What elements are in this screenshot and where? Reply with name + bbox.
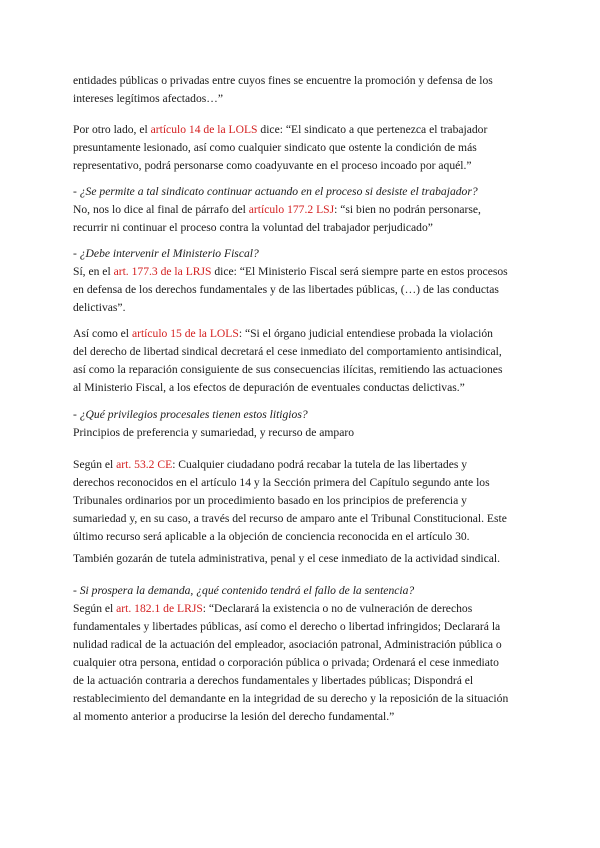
legal-reference-link[interactable]: artículo 15 de la LOLS [131, 327, 239, 340]
text-run: : “Declarará la existencia o no de vulneración de derechos [202, 602, 473, 615]
question-heading: - Si prospera la demanda, ¿qué contenido tendrá el fallo de la sentencia? [73, 584, 415, 597]
text-line: fundamentales y libertades públicas, así como el derecho o libertad infringidos; Declarará la [73, 620, 501, 633]
paragraph-art15-lols [73, 325, 533, 397]
text-line: cualquier otra persona, entidad o corporación pública o privada; Ordenará el cese inmediato [73, 656, 499, 669]
text-line: así como la reparación consiguiente de sus consecuencias ilícitas, remitiendo las actuaciones [73, 363, 503, 376]
text-line: Tribunales ordinarios por un procedimiento basado en los principios de preferencia y [73, 494, 467, 507]
text-line: derechos reconocidos en el artículo 14 y la Sección primera del Capítulo segundo ante los [73, 476, 490, 489]
text-line: al momento anterior a producirse la lesión del derecho fundamental.” [73, 710, 395, 723]
text-line: del derecho de libertad sindical decretará el cese inmediato del comportamiento antisindical, [73, 345, 502, 358]
legal-reference-link[interactable]: art. 182.1 de LRJS [116, 602, 203, 615]
text-line: al Ministerio Fiscal, a los efectos de depuración de eventuales conductas delictivas.” [73, 381, 465, 394]
text-line: sumariedad y, en su caso, a través del recurso de amparo ante el Tribunal Constitucional. Este [73, 512, 507, 525]
question-heading: - ¿Debe intervenir el Ministerio Fiscal? [73, 247, 259, 260]
text-run: Así como el [73, 327, 132, 340]
text-run: Sí, en el [73, 265, 114, 278]
paragraph-art53-ce [73, 456, 533, 546]
text-run: dice: “El sindicato a que pertenezca el trabajador [257, 123, 488, 136]
legal-reference-link[interactable]: artículo 14 de la LOLS [150, 123, 258, 136]
question-block-sindicato [73, 183, 533, 237]
text-line: nulidad radical de la actuación del empleador, asociación patronal, Administración pública o [73, 638, 502, 651]
text-run: : Cualquier ciudadano podrá recabar la tutela de las libertades y [172, 458, 468, 471]
text-run: No, nos lo dice al final de párrafo del [73, 203, 249, 216]
text-line: presuntamente lesionado, así como cualquier sindicato que ostente la condición de más [73, 141, 477, 154]
paragraph-intro-cont [73, 72, 533, 108]
text-run: Por otro lado, el [73, 123, 151, 136]
text-line: delictivas”. [73, 301, 126, 314]
legal-reference-link[interactable]: art. 53.2 CE [116, 458, 173, 471]
text-run: : “Si el órgano judicial entendiese probada la violación [238, 327, 493, 340]
question-block-privilegios [73, 406, 533, 442]
legal-reference-link[interactable]: art. 177.3 de la LRJS [113, 265, 212, 278]
text-run: Según el [73, 602, 117, 615]
text-line: También gozarán de tutela administrativa, penal y el cese inmediato de la actividad sindical. [73, 552, 501, 565]
question-block-demanda [73, 582, 533, 726]
text-line: restablecimiento del demandante en la integridad de su derecho y la reposición de la situación [73, 692, 509, 705]
text-line: entidades públicas o privadas entre cuyos fines se encuentre la promoción y defensa de los [73, 74, 493, 87]
text-line: recurrir ni continuar el proceso contra la voluntad del trabajador perjudicado” [73, 221, 433, 234]
text-run: dice: “El Ministerio Fiscal será siempre parte en estos procesos [211, 265, 508, 278]
text-line: representativo, podrá personarse como coadyuvante en el proceso incoado por aquél.” [73, 159, 472, 172]
text-line: de la actuación contraria a derechos fundamentales y libertades públicas; Dispondrá el [73, 674, 474, 687]
question-heading: - ¿Se permite a tal sindicato continuar actuando en el proceso si desiste el trabajador? [73, 185, 478, 198]
paragraph-tutela [73, 550, 533, 568]
text-run: : “si bien no podrán personarse, [334, 203, 481, 216]
text-line: en defensa de los derechos fundamentales y de las libertades públicas, (…) de las conductas [73, 283, 499, 296]
text-run: Según el [73, 458, 117, 471]
question-block-ministerio [73, 245, 533, 317]
text-line: último recurso será aplicable a la objeción de conciencia reconocida en el artículo 30. [73, 530, 470, 543]
text-line: intereses legítimos afectados…” [73, 92, 224, 105]
paragraph-art14-lols [73, 121, 533, 175]
text-line: Principios de preferencia y sumariedad, y recurso de amparo [73, 426, 355, 439]
question-heading: - ¿Qué privilegios procesales tienen estos litigios? [73, 408, 308, 421]
legal-reference-link[interactable]: artículo 177.2 LSJ [248, 203, 335, 216]
